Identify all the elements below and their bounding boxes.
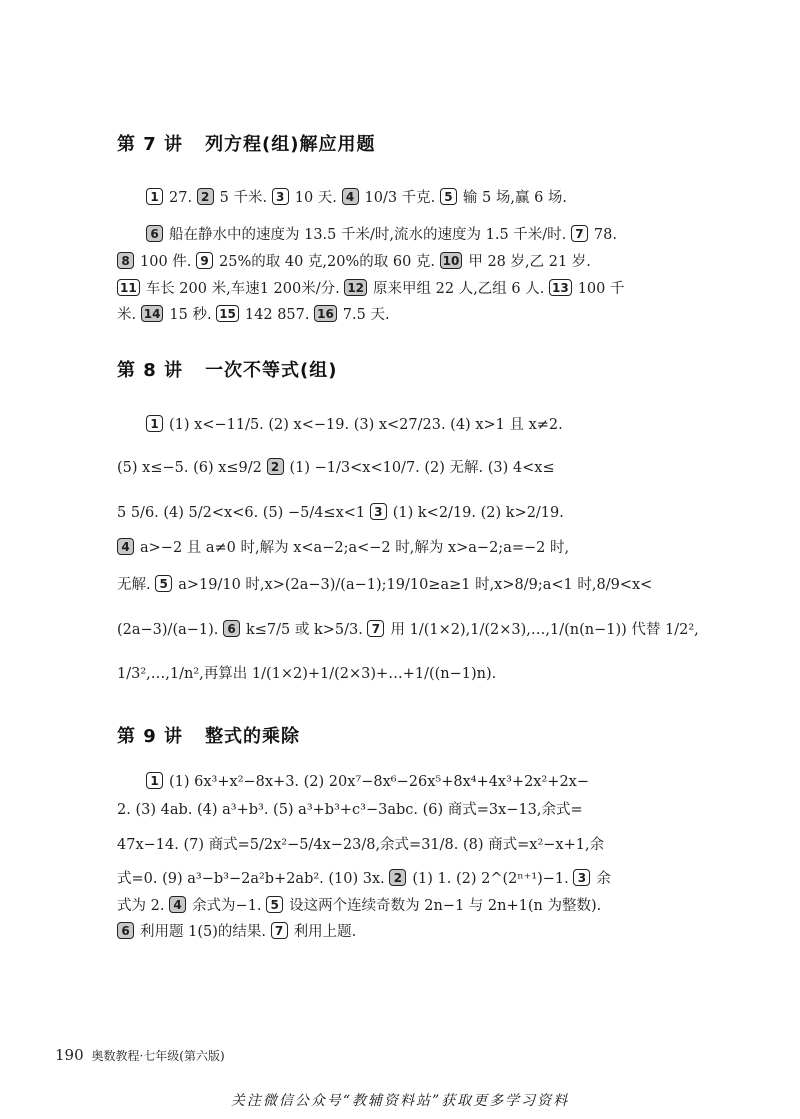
question-number-badge: 1 (146, 188, 163, 205)
answer-line (117, 896, 677, 916)
answer-text: 5 5/6. (4) 5/2<x<6. (5) −5/4≤x<1 (117, 505, 370, 521)
answer-line (117, 279, 677, 299)
answer-text: 7.5 天. (342, 307, 390, 323)
answer-text: 142 857. (244, 307, 315, 323)
question-number-badge: 7 (367, 620, 384, 637)
answer-text: 原来甲组 22 人,乙组 6 人. (373, 281, 549, 297)
question-number-badge: 4 (342, 188, 359, 205)
answer-line (117, 252, 677, 272)
question-number-badge: 3 (272, 188, 289, 205)
question-number-badge: 14 (141, 305, 164, 322)
answer-text: k≤7/5 或 k>5/3. (246, 622, 368, 638)
section-title-9 (117, 722, 300, 748)
answer-line (117, 575, 677, 595)
question-number-badge: 15 (216, 305, 239, 322)
answer-text: 利用上题. (293, 924, 357, 940)
question-number-badge: 3 (370, 503, 387, 520)
answer-text: 输 5 场,赢 6 场. (462, 190, 568, 206)
question-number-badge: 8 (117, 252, 134, 269)
question-number-badge: 5 (440, 188, 457, 205)
watermark-text: 关注微信公众号“教辅资料站”获取更多学习资料 (230, 1093, 570, 1109)
answer-line (146, 415, 706, 435)
section-number: 第 9 讲 (117, 726, 184, 747)
question-number-badge: 2 (197, 188, 214, 205)
question-number-badge: 3 (573, 869, 590, 886)
answer-text: 15 秒. (169, 307, 217, 323)
answer-text: 无解. (117, 577, 156, 593)
answer-text: 式=0. (9) a³−b³−2a²b+2ab². (10) 3x. (117, 871, 390, 887)
answer-text: (1) −1/3<x<10/7. (2) 无解. (3) 4<x≤ (289, 460, 555, 476)
section-number: 第 7 讲 (117, 134, 184, 155)
answer-line (117, 620, 699, 640)
answer-text: 式为 2. (117, 898, 170, 914)
answer-line (117, 800, 677, 820)
section-heading: 一次不等式(组) (205, 360, 338, 381)
question-number-badge: 13 (549, 279, 572, 296)
question-number-badge: 6 (146, 225, 163, 242)
question-number-badge: 2 (267, 458, 284, 475)
question-number-badge: 4 (169, 896, 186, 913)
answer-line (117, 664, 677, 684)
answer-text: 27. (169, 190, 197, 206)
answer-text: 5 千米. (219, 190, 272, 206)
question-number-badge: 5 (155, 575, 172, 592)
answer-line (117, 869, 677, 889)
answer-line (117, 922, 677, 942)
question-number-badge: 4 (117, 538, 134, 555)
answer-text: 1/3²,…,1/n²,再算出 1/(1×2)+1/(2×3)+…+1/((n−1)n). (117, 666, 497, 682)
answer-text: 100 件. (140, 254, 197, 270)
answer-text: 2. (3) 4ab. (4) a³+b³. (5) a³+b³+c³−3abc. (6) 商式=3x−13,余式= (117, 802, 583, 818)
answer-text: (1) k<2/19. (2) k>2/19. (392, 505, 564, 521)
answer-text: 78. (593, 227, 617, 243)
answer-text: (5) x≤−5. (6) x≤9/2 (117, 460, 267, 476)
answer-text: 10 天. (294, 190, 342, 206)
answer-line (117, 305, 677, 325)
section-title-8 (117, 356, 338, 382)
answer-text: 余式为−1. (192, 898, 267, 914)
answer-line (146, 225, 706, 245)
answer-text: (1) 6x³+x²−8x+3. (2) 20x⁷−8x⁶−26x⁵+8x⁴+4x³+2x²+2x− (169, 774, 589, 790)
section-number: 第 8 讲 (117, 360, 184, 381)
answer-text: 利用题 1(5)的结果. (140, 924, 271, 940)
answer-line (117, 835, 677, 855)
answer-line (117, 538, 677, 558)
answer-text: 甲 28 岁,乙 21 岁. (468, 254, 591, 270)
answer-text: 余 (596, 871, 611, 887)
answer-text: 用 1/(1×2),1/(2×3),…,1/(n(n−1)) 代替 1/2², (390, 622, 699, 638)
page-footer (55, 1046, 225, 1064)
page-number: 190 (55, 1046, 84, 1064)
question-number-badge: 1 (146, 415, 163, 432)
section-heading: 列方程(组)解应用题 (205, 134, 376, 155)
answer-text: 设这两个连续奇数为 2n−1 与 2n+1(n 为整数). (289, 898, 602, 914)
question-number-badge: 12 (344, 279, 367, 296)
answer-text: (1) 1. (2) 2^(2ⁿ⁺¹)−1. (412, 871, 574, 887)
book-title: 奥数教程·七年级(第六版) (91, 1049, 225, 1063)
question-number-badge: 7 (271, 922, 288, 939)
section-title-7 (117, 130, 376, 156)
answer-text: 船在静水中的速度为 13.5 千米/时,流水的速度为 1.5 千米/时. (169, 227, 571, 243)
answer-text: 47x−14. (7) 商式=5/2x²−5/4x−23/8,余式=31/8. (8) 商式=x²−x+1,余 (117, 837, 605, 853)
question-number-badge: 6 (223, 620, 240, 637)
section-heading: 整式的乘除 (205, 726, 301, 747)
answer-text: a>−2 且 a≠0 时,解为 x<a−2;a<−2 时,解为 x>a−2;a=−2 时, (140, 540, 570, 556)
answer-text: 10/3 千克. (364, 190, 440, 206)
question-number-badge: 6 (117, 922, 134, 939)
question-number-badge: 5 (266, 896, 283, 913)
question-number-badge: 7 (571, 225, 588, 242)
question-number-badge: 16 (314, 305, 337, 322)
answer-text: 米. (117, 307, 141, 323)
question-number-badge: 9 (196, 252, 213, 269)
answer-text: (2a−3)/(a−1). (117, 622, 223, 638)
question-number-badge: 1 (146, 772, 163, 789)
answer-text: (1) x<−11/5. (2) x<−19. (3) x<27/23. (4) x>1 且 x≠2. (169, 417, 563, 433)
answer-line (117, 458, 677, 478)
answer-text: 25%的取 40 克,20%的取 60 克. (219, 254, 440, 270)
answer-line (146, 188, 706, 208)
answer-text: 车长 200 米,车速1 200米/分. (145, 281, 345, 297)
answer-text: a>19/10 时,x>(2a−3)/(a−1);19/10≥a≥1 时,x>8/9;a<1 时,8/9<x< (178, 577, 653, 593)
answer-text: 100 千 (577, 281, 625, 297)
question-number-badge: 10 (440, 252, 463, 269)
answer-line (117, 503, 677, 523)
question-number-badge: 2 (389, 869, 406, 886)
question-number-badge: 11 (117, 279, 140, 296)
answer-line (146, 772, 706, 792)
